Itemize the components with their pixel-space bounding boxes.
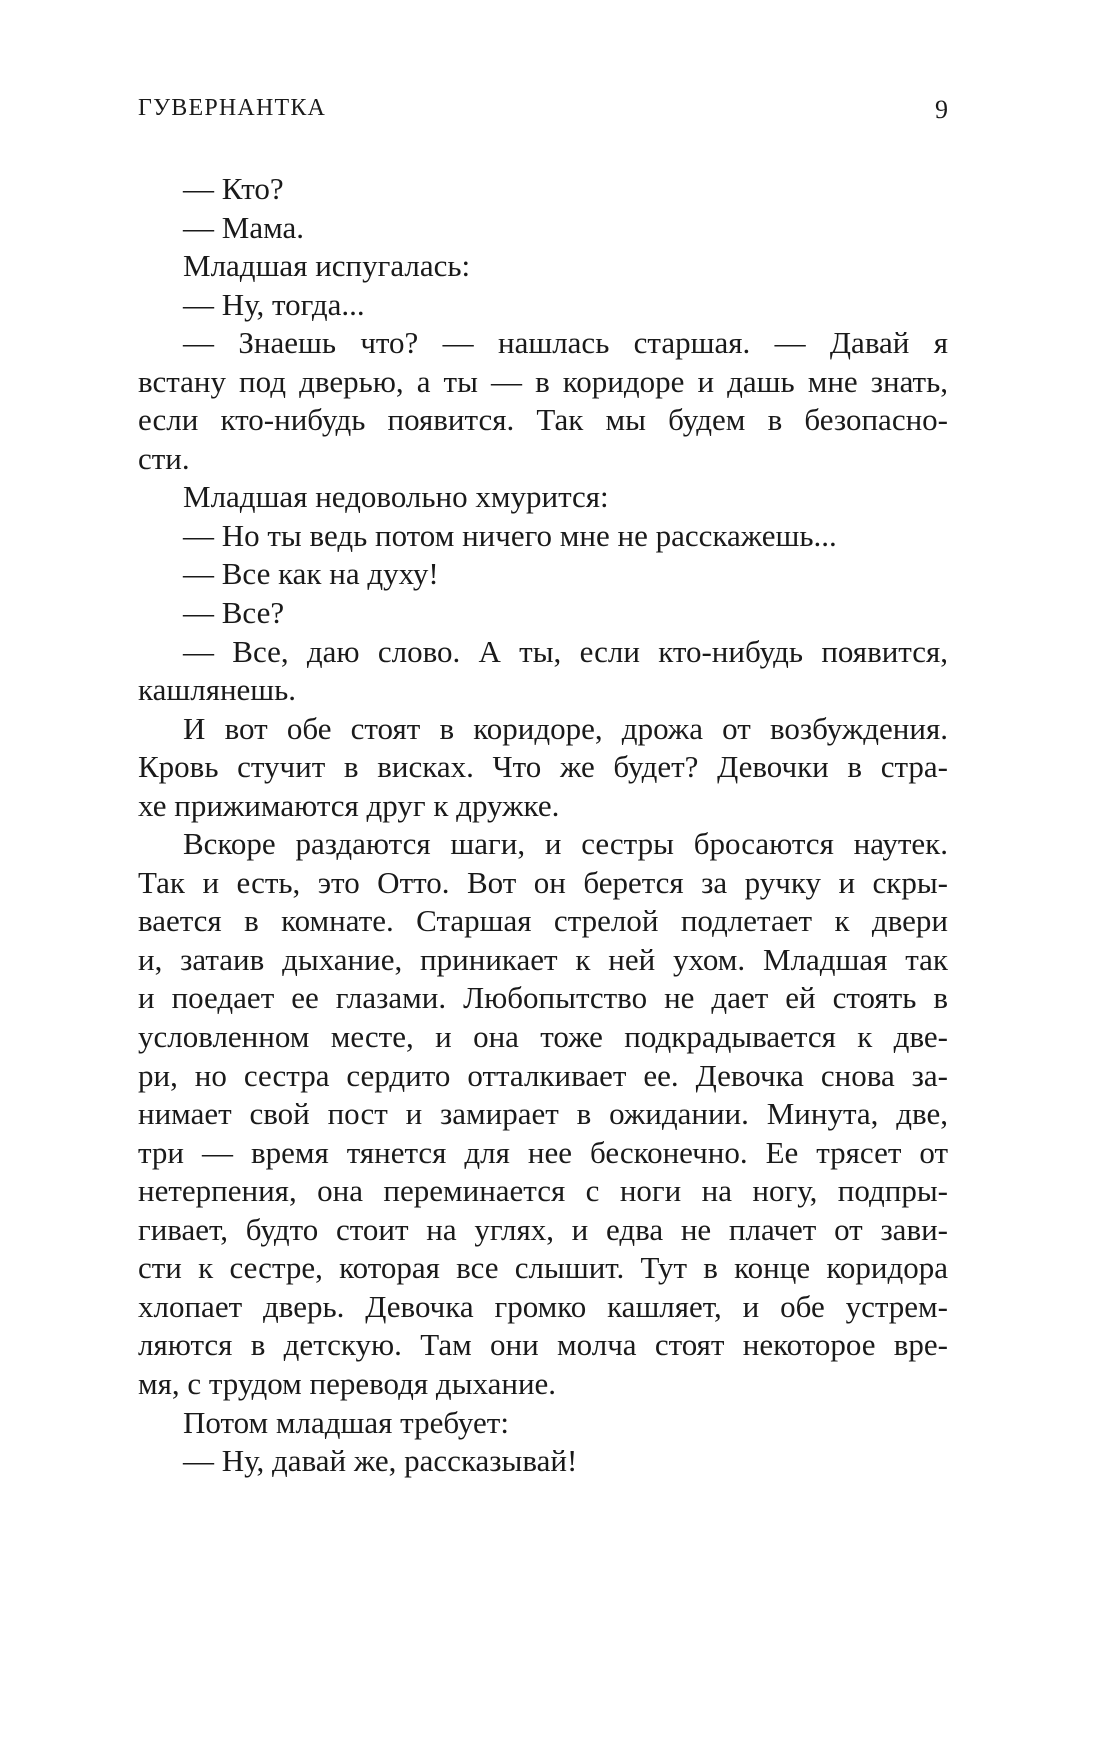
- text-line: Кровь стучит в висках. Что же будет? Девочки в стра-: [138, 749, 948, 785]
- text-line: Вскоре раздаются шаги, и сестры бросаются наутек.: [183, 826, 948, 862]
- text-line: — Ну, давай же, рассказывай!: [183, 1443, 578, 1479]
- text-line: Так и есть, это Отто. Вот он берется за ручку и скры-: [138, 864, 948, 900]
- text-line: хлопает дверь. Девочка громко кашляет, и обе устрем-: [138, 1288, 948, 1324]
- text-line: и поедает ее глазами. Любопытство не дает ей стоять в: [138, 980, 948, 1016]
- text-line: Младшая испугалась:: [183, 248, 471, 284]
- running-header: [138, 95, 948, 125]
- text-line: и, затаив дыхание, приникает к ней ухом. Младшая так: [138, 941, 948, 977]
- text-line: если кто-нибудь появится. Так мы будем в безопасно-: [138, 402, 948, 438]
- running-title: ГУВЕРНАНТКА: [138, 95, 327, 121]
- text-line: три — время тянется для нее бесконечно. Ее трясет от: [138, 1134, 948, 1170]
- text-line: мя, с трудом переводя дыхание.: [138, 1365, 557, 1401]
- text-line: И вот обе стоят в коридоре, дрожа от возбуждения.: [183, 710, 948, 746]
- text-line: — Мама.: [183, 209, 304, 245]
- text-line: — Все как на духу!: [183, 556, 439, 592]
- text-line: кашлянешь.: [138, 672, 297, 708]
- text-line: хе прижимаются друг к дружке.: [138, 787, 560, 823]
- text-line: ляются в детскую. Там они молча стоят некоторое вре-: [138, 1327, 948, 1363]
- text-line: встану под дверью, а ты — в коридоре и дашь мне знать,: [138, 363, 948, 399]
- text-line: вается в комнате. Старшая стрелой подлетает к двери: [138, 903, 948, 939]
- text-line: условленном месте, и она тоже подкрадывается к две-: [138, 1019, 948, 1055]
- text-line: ри, но сестра сердито отталкивает ее. Девочка снова за-: [138, 1057, 948, 1093]
- text-line: — Все?: [183, 595, 285, 631]
- text-line: Младшая недовольно хмурится:: [183, 479, 609, 515]
- text-line: гивает, будто стоит на углях, и едва не плачет от зави-: [138, 1211, 948, 1247]
- text-line: сти к сестре, которая все слышит. Тут в конце коридора: [138, 1250, 948, 1286]
- text-line: нетерпения, она переминается с ноги на ногу, подпры-: [138, 1173, 948, 1209]
- text-line: — Знаешь что? — нашлась старшая. — Давай я: [183, 325, 948, 361]
- page-number: 9: [935, 95, 948, 124]
- body-text: [138, 170, 948, 1481]
- text-line: — Но ты ведь потом ничего мне не расскажешь...: [183, 517, 837, 553]
- text-line: Потом младшая требует:: [183, 1404, 509, 1440]
- text-line: — Все, даю слово. А ты, если кто-нибудь появится,: [183, 633, 948, 669]
- text-line: — Ну, тогда...: [183, 286, 365, 322]
- text-line: сти.: [138, 440, 190, 476]
- text-line: — Кто?: [183, 171, 284, 206]
- text-line: нимает свой пост и замирает в ожидании. Минута, две,: [138, 1096, 948, 1132]
